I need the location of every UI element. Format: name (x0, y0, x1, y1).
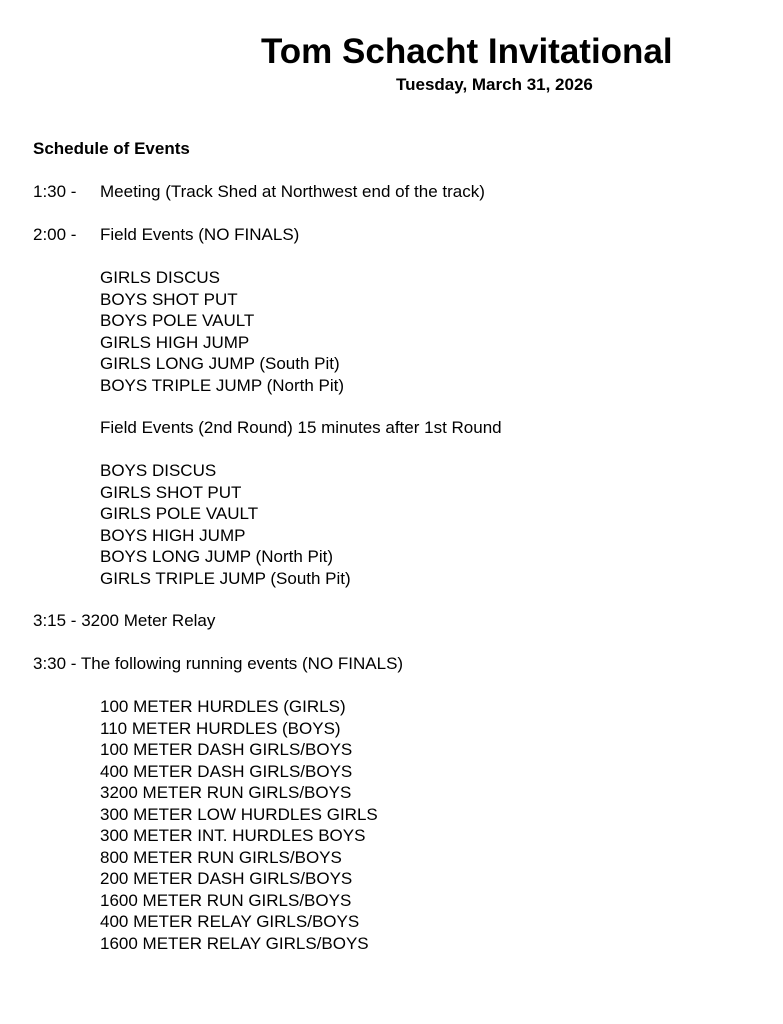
list-item: BOYS SHOT PUT (100, 289, 238, 309)
field-events-first-round-list (100, 267, 344, 396)
list-item: BOYS DISCUS (100, 461, 217, 480)
relay-entry: 3:15 - 3200 Meter Relay (33, 611, 216, 630)
list-item: BOYS POLE VAULT (100, 311, 255, 330)
list-item: GIRLS POLE VAULT (100, 504, 259, 523)
list-item: GIRLS DISCUS (100, 268, 220, 287)
list-item: 200 METER DASH GIRLS/BOYS (100, 869, 353, 888)
list-item: 100 METER HURDLES (GIRLS) (100, 697, 346, 716)
list-item: 1600 METER RUN GIRLS/BOYS (100, 890, 352, 910)
list-item: 400 METER DASH GIRLS/BOYS (100, 761, 353, 781)
field-events-description: Field Events (NO FINALS) (100, 225, 300, 244)
second-round-heading: Field Events (2nd Round) 15 minutes after 1st Round (100, 418, 502, 437)
document-title: Tom Schacht Invitational (261, 32, 673, 71)
event-date: Tuesday, March 31, 2026 (396, 75, 593, 94)
list-item: 400 METER RELAY GIRLS/BOYS (100, 912, 360, 931)
list-item: GIRLS TRIPLE JUMP (South Pit) (100, 568, 351, 588)
running-events-list (100, 696, 378, 954)
list-item: BOYS TRIPLE JUMP (North Pit) (100, 375, 345, 395)
schedule-heading: Schedule of Events (33, 139, 190, 158)
list-item: 1600 METER RELAY GIRLS/BOYS (100, 933, 369, 953)
list-item: 300 METER INT. HURDLES BOYS (100, 826, 366, 845)
meeting-description: Meeting (Track Shed at Northwest end of the track) (100, 182, 485, 201)
list-item: GIRLS LONG JUMP (South Pit) (100, 354, 340, 373)
field-events-second-round-list (100, 460, 351, 589)
list-item: GIRLS HIGH JUMP (100, 332, 250, 352)
list-item: 100 METER DASH GIRLS/BOYS (100, 740, 353, 759)
list-item: BOYS HIGH JUMP (100, 525, 246, 545)
running-events-entry: 3:30 - The following running events (NO FINALS) (33, 654, 404, 673)
list-item: 300 METER LOW HURDLES GIRLS (100, 804, 378, 824)
list-item: 110 METER HURDLES (BOYS) (100, 718, 341, 738)
list-item: 3200 METER RUN GIRLS/BOYS (100, 783, 352, 802)
meeting-time: 1:30 - (33, 182, 77, 201)
list-item: GIRLS SHOT PUT (100, 482, 242, 502)
field-events-time: 2:00 - (33, 225, 77, 244)
list-item: BOYS LONG JUMP (North Pit) (100, 547, 334, 566)
list-item: 800 METER RUN GIRLS/BOYS (100, 847, 342, 867)
